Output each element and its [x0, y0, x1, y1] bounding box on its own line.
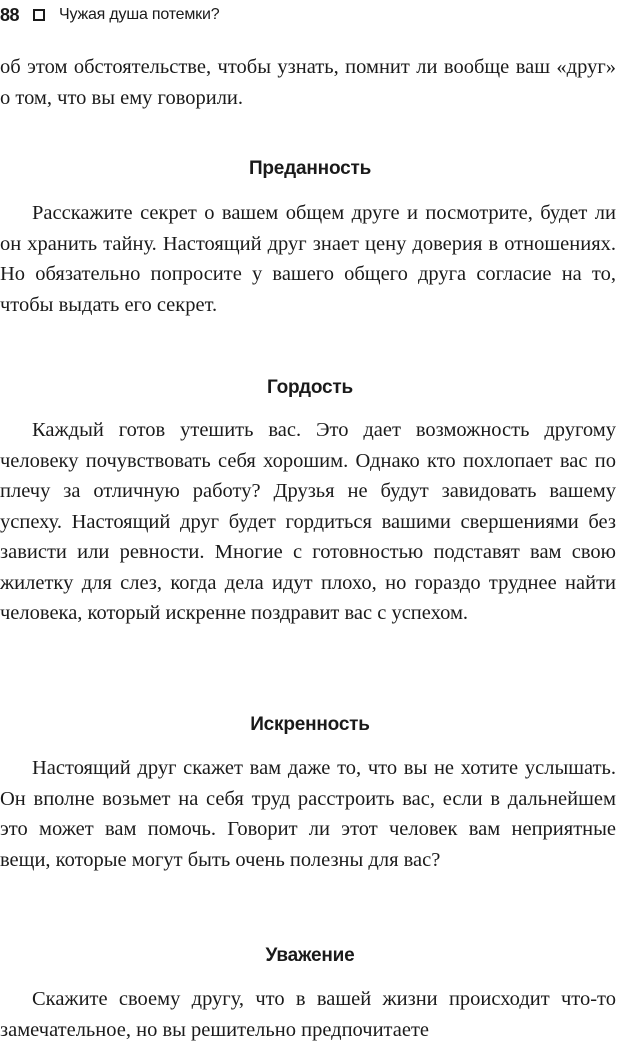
section-text-respect: Скажите своему другу, что в вашей жизни происходит что-то замечательное, но вы решительно предпочитаете — [0, 988, 616, 1041]
page-header — [0, 2, 620, 28]
section-heading-respect: Уважение — [265, 945, 355, 966]
checkbox-square-icon — [33, 9, 45, 21]
section-heading-pride: Гордость — [267, 377, 353, 398]
page-number: 88 — [0, 4, 20, 25]
running-title: Чужая душа потемки? — [59, 6, 220, 23]
section-text-loyalty: Расскажите секрет о вашем общем друге и посмотрите, будет ли он хранить тайну. Настоящий друг знает цену доверия в отношениях. Но обязательно попросите у вашего общего друга согласие на то, чтобы выдать его секрет. — [0, 202, 616, 316]
section-heading-loyalty: Преданность — [248, 158, 372, 179]
section-text-sincerity: Настоящий друг скажет вам даже то, что вы не хотите услышать. Он вполне возьмет на себя труд расстроить вас, если в дальнейшем это может вам помочь. Говорит ли этот человек вам неприятные вещи, которые могут быть очень полезны для вас? — [0, 757, 616, 871]
section-text-pride: Каждый готов утешить вас. Это дает возможность другому человеку почувствовать себя хорошим. Однако кто похлопает вас по плечу за отличную работу? Друзья не будут завидовать вашему успеху. Настоящий друг будет гордиться вашими свершениями без зависти или ревности. Многие с готовностью подставят вам свою жилетку для слез, когда дела идут плохо, но гораздо труднее найти человека, который искренне поздравит вас с успехом. — [0, 419, 616, 624]
section-heading-sincerity: Искренность — [250, 714, 370, 735]
intro-paragraph: об этом обстоятельстве, чтобы узнать, помнит ли вообще ваш «друг» о том, что вы ему говорили. — [0, 56, 616, 109]
